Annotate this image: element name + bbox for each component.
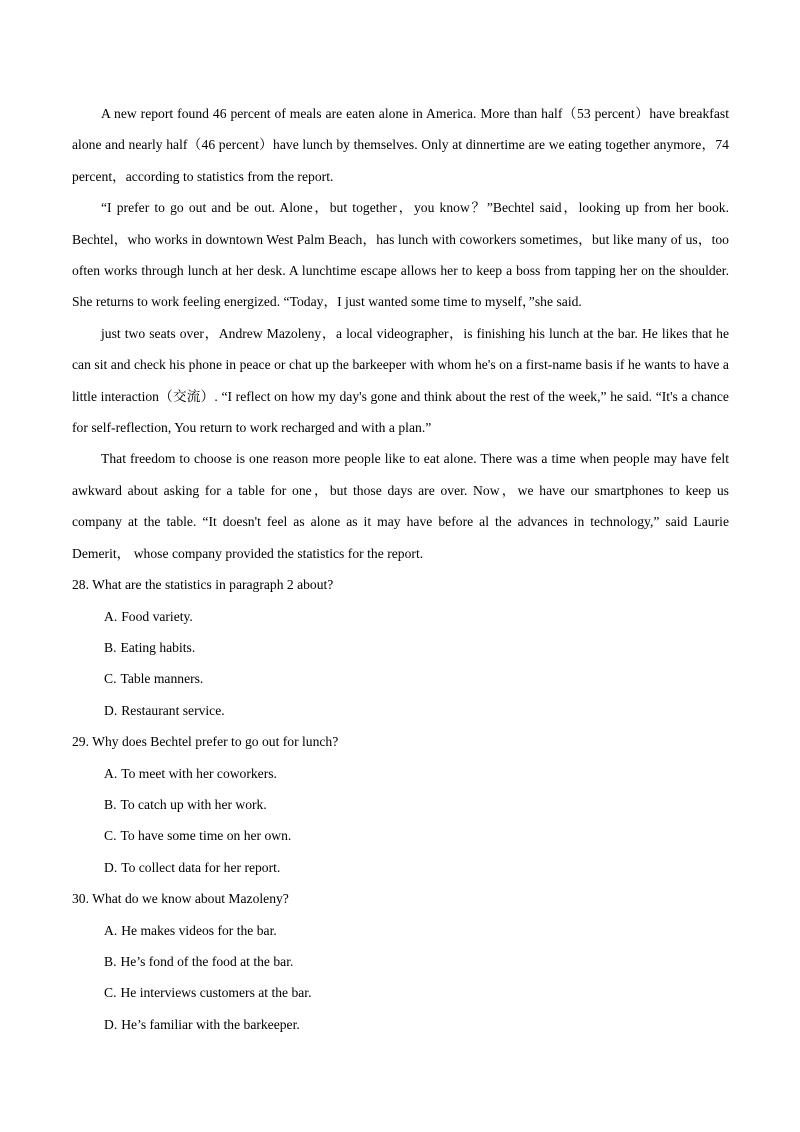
- question-28-option-a: [72, 601, 729, 632]
- question-30-option-d: [72, 1009, 729, 1040]
- question-29-options: [72, 758, 729, 884]
- question-28-options: [72, 601, 729, 727]
- passage-paragraph-1: A new report found 46 percent of meals are eaten alone in America. More than half（53 percent）have breakfast alone and nearly half（46 percent）have lunch by themselves. Only at dinnertime are we eating together anymore，74 percent，according to statistics from the report.: [72, 106, 729, 184]
- option-letter: C.: [104, 985, 117, 1001]
- option-letter: C.: [104, 671, 117, 687]
- question-30-text: 30. What do we know about Mazoleny?: [72, 891, 289, 907]
- question-28-option-d: [72, 695, 729, 726]
- option-letter: D.: [104, 1016, 118, 1032]
- question-29: [72, 726, 729, 883]
- document-page: [72, 98, 729, 1040]
- option-letter: B.: [104, 953, 117, 969]
- option-text: To meet with her coworkers.: [121, 765, 277, 781]
- option-letter: D.: [104, 702, 118, 718]
- option-letter: D.: [104, 859, 118, 875]
- question-29-option-c: [72, 820, 729, 851]
- option-text: Table manners.: [120, 671, 204, 687]
- passage-paragraph-4: That freedom to choose is one reason more people like to eat alone. There was a time when people may have felt awkward about asking for a table for one，but those days are over. Now，we have our smartphones to keep us company at the table. “It doesn't feel as alone as it may have before al the advances in technology,” said Laurie Demerit， whose company provided the statistics for the report.: [72, 451, 729, 561]
- question-28-text: 28. What are the statistics in paragraph 2 about?: [72, 577, 334, 593]
- option-letter: C.: [104, 828, 117, 844]
- option-text: He’s fond of the food at the bar.: [120, 953, 294, 969]
- passage-paragraph-3: just two seats over，Andrew Mazoleny，a local videographer，is finishing his lunch at the bar. He likes that he can sit and check his phone in peace or chat up the barkeeper with whom he's on a first-name basis if he wants to have a little interaction（交流）. “I reflect on how my day's gone and think about the rest of the week,” he said. “It's a chance for self-reflection, You return to work recharged and with a plan.”: [72, 325, 729, 436]
- question-30-option-a: [72, 915, 729, 946]
- question-29-text: 29. Why does Bechtel prefer to go out for lunch?: [72, 734, 339, 750]
- option-text: He interviews customers at the bar.: [120, 985, 312, 1001]
- reading-passage: [72, 98, 729, 569]
- question-28-option-b: [72, 632, 729, 663]
- option-letter: B.: [104, 639, 117, 655]
- option-text: Food variety.: [121, 608, 193, 624]
- option-letter: A.: [104, 765, 118, 781]
- question-30: [72, 883, 729, 1040]
- question-28: [72, 569, 729, 726]
- question-30-option-b: [72, 946, 729, 977]
- option-letter: A.: [104, 922, 118, 938]
- option-text: To catch up with her work.: [120, 796, 267, 812]
- option-letter: A.: [104, 608, 118, 624]
- option-text: He makes videos for the bar.: [121, 922, 277, 938]
- question-29-option-b: [72, 789, 729, 820]
- option-text: To have some time on her own.: [120, 828, 292, 844]
- option-text: Eating habits.: [120, 639, 196, 655]
- question-29-option-a: [72, 758, 729, 789]
- option-text: He’s familiar with the barkeeper.: [121, 1016, 300, 1032]
- question-30-option-c: [72, 977, 729, 1008]
- question-28-option-c: [72, 663, 729, 694]
- option-letter: B.: [104, 796, 117, 812]
- passage-paragraph-2: “I prefer to go out and be out. Alone，but together，you know？”Bechtel said，looking up from her book. Bechtel，who works in downtown West Palm Beach，has lunch with coworkers sometimes，but like many of us，too often works through lunch at her desk. A lunchtime escape allows her to keep a boss from tapping her on the shoulder. She returns to work feeling energized. “Today，I just wanted some time to myself，”she said.: [72, 200, 729, 310]
- question-29-option-d: [72, 852, 729, 883]
- option-text: To collect data for her report.: [121, 859, 281, 875]
- option-text: Restaurant service.: [121, 702, 225, 718]
- question-30-options: [72, 915, 729, 1041]
